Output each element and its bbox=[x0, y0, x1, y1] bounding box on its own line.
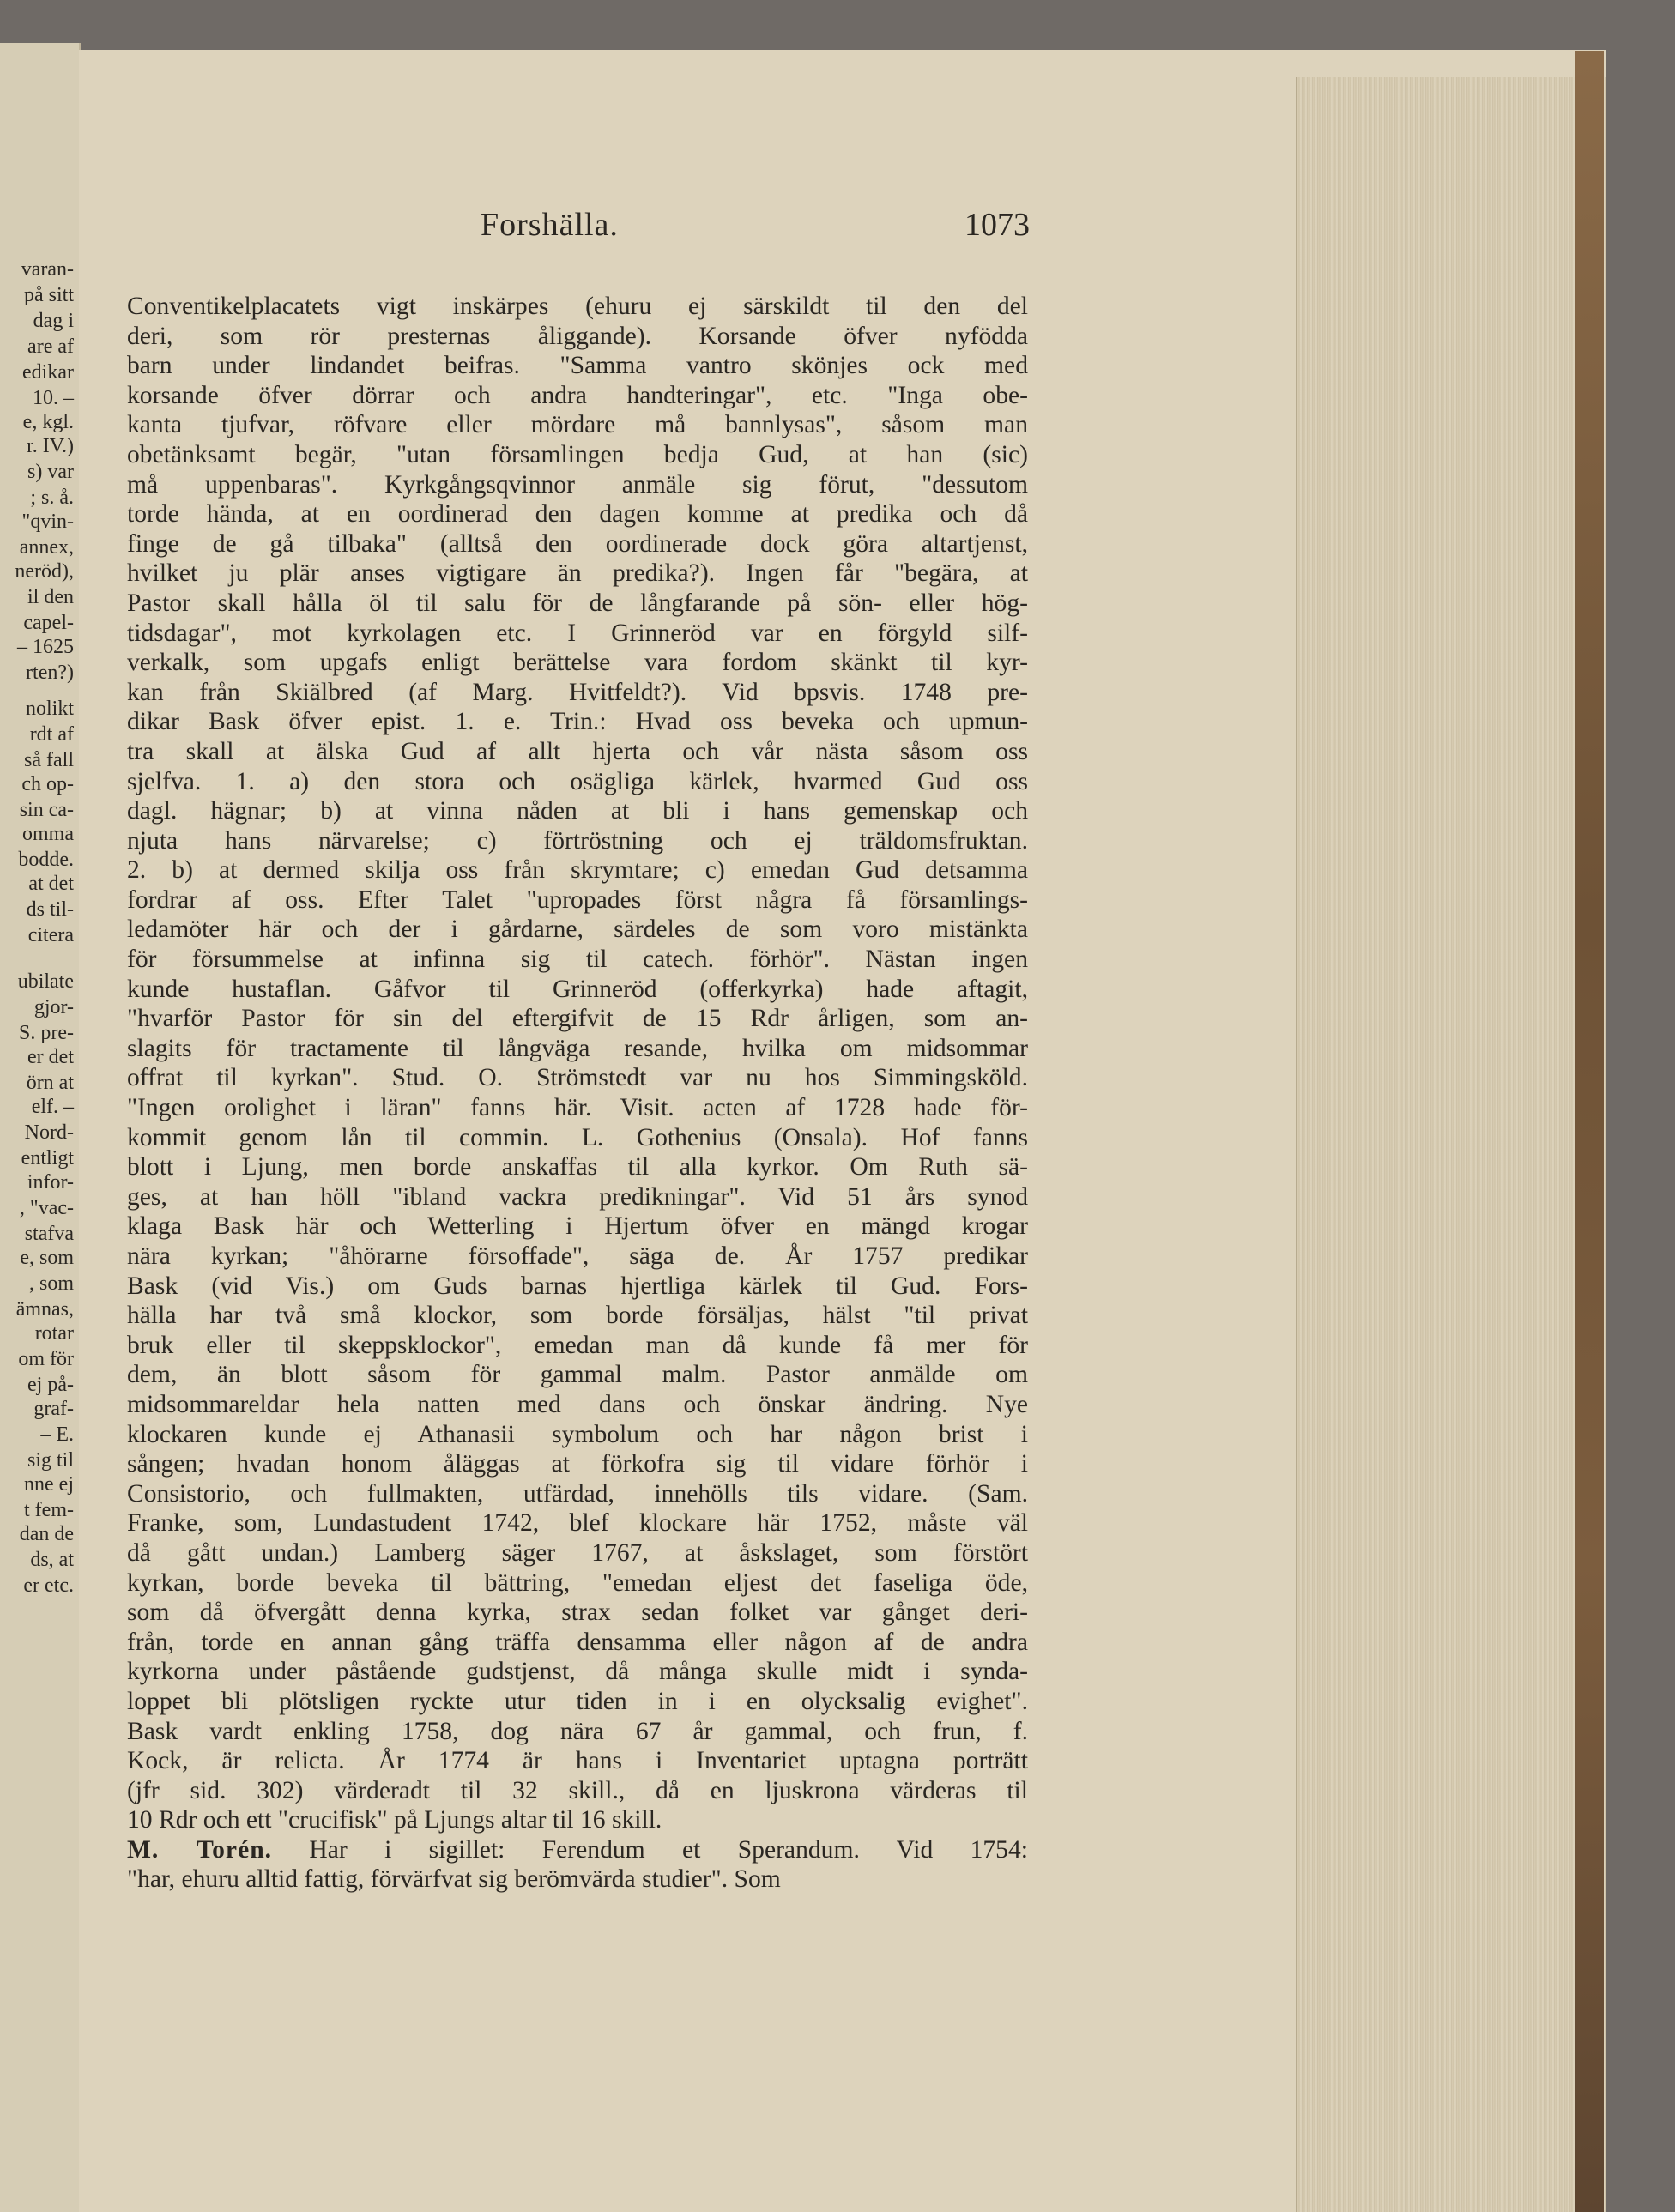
text-line: då gått undan.) Lamberg säger 1767, at åskslaget, som förstört bbox=[127, 1538, 1028, 1567]
left-page-fragment: rten?) bbox=[26, 662, 74, 684]
text-line: från, torde en annan gång träffa densamma eller någon af de andra bbox=[127, 1628, 1028, 1656]
left-page-fragment: ds til- bbox=[26, 898, 74, 921]
text-line: kunde hustaflan. Gåfvor til Grinneröd (offerkyrka) hade aftagit, bbox=[127, 975, 1028, 1003]
left-page-fragment: , "vac- bbox=[19, 1197, 74, 1219]
left-page-fragment: infor- bbox=[27, 1171, 74, 1194]
text-line: klockaren kunde ej Athanasii symbolum och har någon brist i bbox=[127, 1420, 1028, 1448]
left-page-fragment: , som bbox=[28, 1272, 74, 1295]
left-page-fragment: annex, bbox=[19, 536, 74, 559]
left-page-fragment: r. IV.) bbox=[27, 435, 74, 457]
left-page-fragment: dag i bbox=[33, 310, 74, 332]
left-page-fragment: er det bbox=[27, 1046, 74, 1068]
left-page-fragment: bodde. bbox=[18, 849, 74, 871]
text-line: barn under lindandet beifras. "Samma vantro skönjes ock med bbox=[127, 352, 1028, 380]
text-line: kanta tjufvar, röfvare eller mördare må bannlysas", såsom man bbox=[127, 411, 1028, 439]
text-line: kan från Skiälbred (af Marg. Hvitfeldt?). Vid bpsvis. 1748 pre- bbox=[127, 678, 1028, 706]
left-page-fragment: ds, at bbox=[30, 1549, 74, 1571]
text-line: ledamöter här och der i gårdarne, särdeles de som voro mistänkta bbox=[127, 916, 1028, 944]
left-page-fragment: er etc. bbox=[23, 1574, 74, 1597]
text-line: Franke, som, Lundastudent 1742, blef klockare här 1752, måste väl bbox=[127, 1509, 1028, 1538]
page-edges bbox=[1296, 77, 1606, 2212]
left-page-fragment: gjor- bbox=[33, 996, 74, 1018]
left-page-fragment: S. pre- bbox=[19, 1022, 74, 1044]
text-line: torde hända, at en oordinerad den dagen komme at predika och då bbox=[127, 500, 1028, 529]
text-line: "Ingen orolighet i läran" fanns här. Visit. acten af 1728 hade för- bbox=[127, 1094, 1028, 1122]
body-text bbox=[127, 292, 1028, 1895]
left-page-fragment: ej på- bbox=[27, 1374, 74, 1396]
text-line: (jfr sid. 302) värderadt til 32 skill., då en ljuskrona värderas til bbox=[127, 1776, 1028, 1804]
text-line: hvilket ju plär anses vigtigare än predika?). Ingen får "begära, at bbox=[127, 559, 1028, 588]
running-header bbox=[481, 206, 1030, 249]
page-title: Forshälla. bbox=[481, 207, 619, 243]
text-line: blott i Ljung, men borde anskaffas til alla kyrkor. Om Ruth sä- bbox=[127, 1153, 1028, 1182]
text-line: Consistorio, och fullmakten, utfärdad, innehölls tils vidare. (Sam. bbox=[127, 1479, 1028, 1508]
text-line: "hvarför Pastor för sin del eftergifvit de 15 Rdr årligen, som an- bbox=[127, 1005, 1028, 1033]
text-line: dagl. hägnar; b) at vinna nåden at bli i hans gemenskap och bbox=[127, 797, 1028, 825]
entry-text: Har i sigillet: Ferendum et Sperandum. Vid 1754: bbox=[309, 1835, 1029, 1864]
left-page-fragment: entligt bbox=[21, 1147, 74, 1169]
entry-line bbox=[127, 1835, 1028, 1865]
left-page-fragment: Nord- bbox=[24, 1121, 74, 1144]
left-page-fragment: t fem- bbox=[24, 1499, 74, 1521]
book-cover-board bbox=[1575, 51, 1604, 2212]
left-page-fragment: ; s. å. bbox=[30, 487, 74, 509]
left-page-fragment: e, kgl. bbox=[22, 411, 74, 433]
left-page-fragment: ämnas, bbox=[15, 1298, 74, 1321]
left-page-fragment: "qvin- bbox=[21, 511, 74, 533]
text-line: deri, som rör presternas åliggande). Korsande öfver nyfödda bbox=[127, 322, 1028, 350]
text-line: som då öfvergått denna kyrka, strax sedan folket var gånget deri- bbox=[127, 1599, 1028, 1627]
left-page-fragment: – 1625 bbox=[17, 636, 74, 658]
text-line: ges, at han höll "ibland vackra predikningar". Vid 51 års synod bbox=[127, 1182, 1028, 1211]
text-line: Conventikelplacatets vigt inskärpes (ehuru ej särskildt til den del bbox=[127, 293, 1028, 320]
left-page-fragment: s) var bbox=[27, 461, 74, 483]
text-line: kyrkorna under påstående gudstjenst, då många skulle midt i synda- bbox=[127, 1658, 1028, 1686]
left-page-fragment: rdt af bbox=[29, 723, 74, 746]
left-page-fragment: citera bbox=[27, 924, 74, 946]
text-line: nära kyrkan; "åhörarne försoffade", säga de. År 1757 predikar bbox=[127, 1242, 1028, 1270]
text-line: må uppenbaras". Kyrkgångsqvinnor anmäle sig förut, "dessutom bbox=[127, 470, 1028, 499]
text-line: tidsdagar", mot kyrkolagen etc. I Grinneröd var en förgyld silf- bbox=[127, 619, 1028, 647]
left-page-fragment: omma bbox=[22, 823, 74, 845]
adjacent-page-fragment bbox=[0, 43, 81, 2212]
left-page-fragment: varan- bbox=[21, 258, 74, 281]
left-page-fragment: graf- bbox=[33, 1398, 74, 1420]
page-number: 1073 bbox=[964, 207, 1030, 243]
text-line: dem, än blott såsom för gammal malm. Pastor anmälde om bbox=[127, 1361, 1028, 1389]
left-page-fragment: capel- bbox=[23, 612, 74, 634]
text-line: loppet bli plötsligen ryckte utur tiden in i en olycksalig evighet". bbox=[127, 1687, 1028, 1715]
left-page-fragment: sig til bbox=[27, 1449, 74, 1472]
text-line: Pastor skall hålla öl til salu för de långfarande på sön- eller hög- bbox=[127, 589, 1028, 617]
left-page-fragment: dan de bbox=[19, 1523, 74, 1545]
left-page-fragment: nne ej bbox=[24, 1473, 74, 1496]
left-page-fragment: edikar bbox=[22, 361, 74, 384]
left-page-fragment: om för bbox=[18, 1348, 74, 1370]
left-page-fragment: örn at bbox=[26, 1072, 74, 1094]
left-page-fragment: ubilate bbox=[17, 970, 74, 993]
text-line: Kock, är relicta. År 1774 är hans i Inventariet uptagna porträtt bbox=[127, 1747, 1028, 1775]
text-line: 10 Rdr och ett "crucifisk" på Ljungs altar til 16 skill. bbox=[127, 1806, 662, 1834]
text-line: korsande öfver dörrar och andra handteringar", etc. "Inga obe- bbox=[127, 381, 1028, 409]
text-line: 2. b) at dermed skilja oss från skrymtare; c) emedan Gud detsamma bbox=[127, 856, 1028, 885]
entry-name: M. Torén. bbox=[127, 1835, 273, 1864]
left-page-fragment: il den bbox=[27, 586, 74, 608]
left-page-fragment: stafva bbox=[24, 1223, 74, 1245]
left-page-fragment: 10. – bbox=[33, 387, 74, 409]
left-page-fragment: sin ca- bbox=[19, 799, 74, 821]
text-line: obetänksamt begär, "utan församlingen bedja Gud, at han (sic) bbox=[127, 440, 1028, 468]
left-page-fragment: så fall bbox=[24, 749, 74, 771]
text-line: sången; hvadan honom åläggas at förkofra sig til vidare förhör i bbox=[127, 1450, 1028, 1478]
text-line: verkalk, som upgafs enligt berättelse vara fordom skänkt til kyr- bbox=[127, 649, 1028, 677]
left-page-fragment: nolikt bbox=[25, 698, 74, 720]
text-line: kyrkan, borde beveka til bättring, "emedan eljest det faseliga öde, bbox=[127, 1568, 1028, 1597]
text-line: offrat til kyrkan". Stud. O. Strömstedt var nu hos Simmingsköld. bbox=[127, 1064, 1028, 1092]
entry-line-2: "har, ehuru alltid fattig, förvärfvat sig berömvärda studier". Som bbox=[127, 1865, 781, 1894]
text-line: Bask (vid Vis.) om Guds barnas hjertliga kärlek til Gud. Fors- bbox=[127, 1272, 1028, 1300]
left-page-fragment: neröd), bbox=[15, 560, 74, 583]
text-line: hälla har två små klockor, som borde försäljas, hälst "til privat bbox=[127, 1302, 1028, 1330]
left-page-fragment: ch op- bbox=[21, 773, 74, 795]
left-page-fragment: at det bbox=[28, 873, 74, 895]
text-line: njuta hans närvarelse; c) förtröstning och ej träldomsfruktan. bbox=[127, 826, 1028, 855]
left-page-fragment: are af bbox=[27, 335, 74, 358]
text-line: kommit genom lån til commin. L. Gothenius (Onsala). Hof fanns bbox=[127, 1123, 1028, 1151]
text-line: slagits för tractamente til långväga resande, hvilka om midsommar bbox=[127, 1034, 1028, 1062]
text-line: bruk eller til skeppsklockor", emedan man då kunde få mer för bbox=[127, 1331, 1028, 1359]
text-line: klaga Bask här och Wetterling i Hjertum öfver en mängd krogar bbox=[127, 1212, 1028, 1241]
left-page-fragment: på sitt bbox=[24, 284, 74, 306]
text-line: finge de gå tilbaka" (alltså den oordinerade dock göra altartjenst, bbox=[127, 529, 1028, 558]
text-line: Bask vardt enkling 1758, dog nära 67 år gammal, och frun, f. bbox=[127, 1717, 1028, 1745]
text-line: sjelfva. 1. a) den stora och osägliga kärlek, hvarmed Gud oss bbox=[127, 767, 1028, 795]
text-line: för försummelse at infinna sig til catech. förhör". Nästan ingen bbox=[127, 946, 1028, 974]
text-line: dikar Bask öfver epist. 1. e. Trin.: Hvad oss beveka och upmun- bbox=[127, 708, 1028, 736]
text-line: midsommareldar hela natten med dans och önskar ändring. Nye bbox=[127, 1390, 1028, 1418]
left-page-fragment: – E. bbox=[40, 1423, 74, 1446]
left-page-fragment: rotar bbox=[34, 1322, 74, 1345]
left-page-fragment: e, som bbox=[20, 1247, 74, 1269]
text-line: tra skall at älska Gud af allt hjerta och vår nästa såsom oss bbox=[127, 737, 1028, 765]
text-line: fordrar af oss. Efter Talet "upropades först några få församlings- bbox=[127, 885, 1028, 914]
left-page-fragment: elf. – bbox=[31, 1096, 74, 1118]
